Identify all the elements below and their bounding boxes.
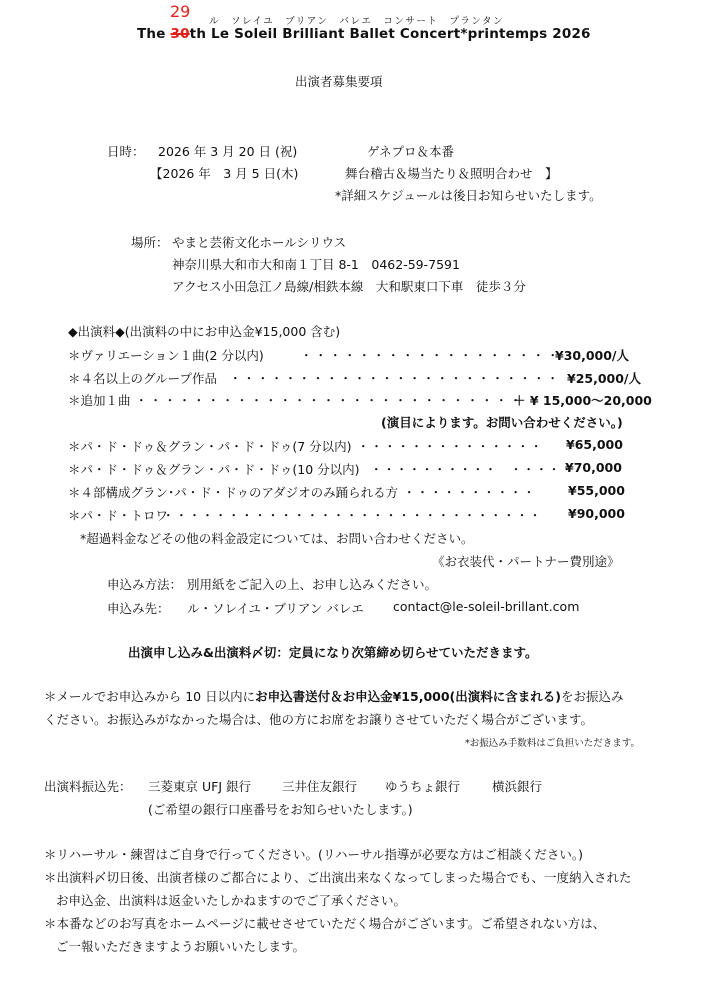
fee-item-dots: ・・・・・・・・・・・・・・・・・・・・・・・・・・・: [135, 393, 524, 408]
bank-name: ゆうちょ銀行: [385, 779, 461, 794]
fee-item-name: ＊ヴァリエーション１曲(2 分以内): [68, 348, 264, 363]
bank-name: 三井住友銀行: [282, 779, 358, 794]
note-refund-2: お申込金、出演料は返金いたしかねますのでご了承ください。: [56, 893, 407, 908]
bank-name: 三菱東京 UFJ 銀行: [148, 779, 251, 794]
venue-name: やまと芸術文化ホールシリウス: [172, 235, 347, 250]
apply-to-org: ル・ソレイユ・ブリアン バレエ: [187, 601, 364, 616]
title-the: The: [137, 26, 171, 42]
apply-to-label: 申込み先：: [107, 601, 170, 616]
venue-label: 場所：: [131, 235, 169, 250]
note-photo-1: ＊本番などのお写真をホームページに載せさせていただく場合がございます。ご希望されない方は、: [44, 916, 606, 931]
apply-method: 別用紙をご記入の上、お申し込みください。: [187, 577, 438, 592]
fee-item-price: ＋ ¥ 15,000～20,000: [513, 393, 652, 408]
fee-item-price: ¥25,000/人: [567, 371, 641, 386]
title-rest: th Le Soleil Brilliant Ballet Concert*printemps 2026: [189, 26, 591, 42]
venue-access: アクセス小田急江ノ島線/相鉄本線 大和駅東口下車 徒歩３分: [172, 279, 526, 294]
note-rehearsal: ＊リハーサル・練習はご自身で行ってください。(リハーサル指導が必要な方はご相談ください。): [44, 847, 584, 862]
apply-email-link[interactable]: contact@le-soleil-brillant.com: [393, 599, 580, 614]
schedule-note: *詳細スケジュールは後日お知らせいたします。: [335, 188, 602, 203]
fee-item-price: ¥30,000/人: [555, 348, 629, 363]
title-ruby: ル ソレイユ ブリアン バレエ コンサート プランタン: [209, 16, 505, 27]
schedule-date-2: 【2026 年 3 月 5 日(木): [150, 166, 299, 181]
fee-item-name: ＊４名以上のグループ作品: [68, 371, 218, 386]
fee-costume-note: 《お衣装代・パートナー費別途》: [432, 554, 620, 569]
edition-number-corrected: 29: [170, 2, 191, 21]
fee-item-price: ¥70,000: [565, 460, 622, 475]
payment-line-2: ください。お振込みがなかった場合は、他の方にお席をお譲りさせていただく場合がございます。: [44, 712, 594, 727]
schedule-label: 日時：: [107, 144, 145, 159]
fee-item-price: ¥55,000: [568, 483, 625, 498]
page-subtitle: 出演者募集要項: [295, 74, 383, 89]
fee-item-name: ＊４部構成グラン･パ・ド・ドゥのアダジオのみ踊られる方: [68, 485, 399, 500]
note-photo-2: ご一報いただきますようお願いいたします。: [56, 939, 306, 954]
fee-item-price: ¥90,000: [568, 506, 625, 521]
schedule-date-1: 2026 年 3 月 20 日 (祝): [158, 144, 298, 159]
apply-method-label: 申込み方法：: [107, 577, 183, 592]
fee-item-name: ＊パ・ド・トロワ: [68, 508, 169, 523]
fee-item-dots: ・・・・・・・・・・・・・・: [357, 439, 544, 454]
fee-item-dots: ・・・・・・・・・・・・・・・・・・: [300, 348, 562, 363]
fee-item-dots: ・・・・・・・・・・・・・・・・・・・・・・・・: [229, 371, 561, 386]
fee-extra-note: (演目によります。お問い合わせください。): [381, 415, 623, 430]
fee-item-name: ＊追加１曲: [68, 393, 131, 408]
bank-label: 出演料振込先：: [44, 779, 132, 794]
fees-heading: ◆出演料◆(出演料の中にお申込金¥15,000 含む): [68, 324, 341, 339]
fee-item-name: ＊パ・ド・ドゥ＆グラン・パ・ド・ドゥ(7 分以内): [68, 439, 352, 454]
edition-number-struck: 30: [170, 26, 190, 42]
fee-item-dots: ・・・・・・・・・・ ・・・・・: [370, 462, 574, 477]
payment-fee-note: *お振込み手数料はご負担いただきます。: [465, 738, 640, 749]
deadline-notice: 出演申し込み&出演料〆切：定員になり次第締め切らせていただきます。: [128, 645, 538, 660]
schedule-event-1: ゲネプロ＆本番: [367, 144, 455, 159]
note-refund-1: ＊出演料〆切日後、出演者様のご都合により、ご出演出来なくなってしまった場合でも、一度納入された: [44, 870, 632, 885]
fee-item-dots: ・・・・・・・・・・: [403, 485, 537, 500]
bank-name: 横浜銀行: [492, 779, 543, 794]
payment-line-1-pre: ＊メールでお申込みから 10 日以内に: [44, 689, 256, 704]
fee-item-name: ＊パ・ド・ドゥ＆グラン・パ・ド・ドゥ(10 分以内): [68, 462, 360, 477]
payment-line-1-post: をお振込み: [560, 689, 624, 704]
payment-line-1: [44, 687, 624, 705]
fee-item-dots: ・・・・・・・・・・・・・・・・・・・・・・・・・・・・・: [162, 508, 542, 523]
bank-note: (ご希望の銀行口座番号をお知らせいたします。): [148, 802, 413, 817]
page-title: [137, 26, 591, 42]
fee-item-price: ¥65,000: [566, 437, 623, 452]
payment-line-1-bold: お申込書送付＆お申込金¥15,000(出演料に含まれる): [255, 689, 561, 704]
schedule-event-2: 舞台稽古＆場当たり＆照明合わせ 】: [345, 166, 558, 181]
fee-overage-note: *超過料金などその他の料金設定については、お問い合わせください。: [80, 531, 474, 546]
venue-address: 神奈川県大和市大和南１丁目 8-1 0462-59-7591: [172, 257, 460, 272]
